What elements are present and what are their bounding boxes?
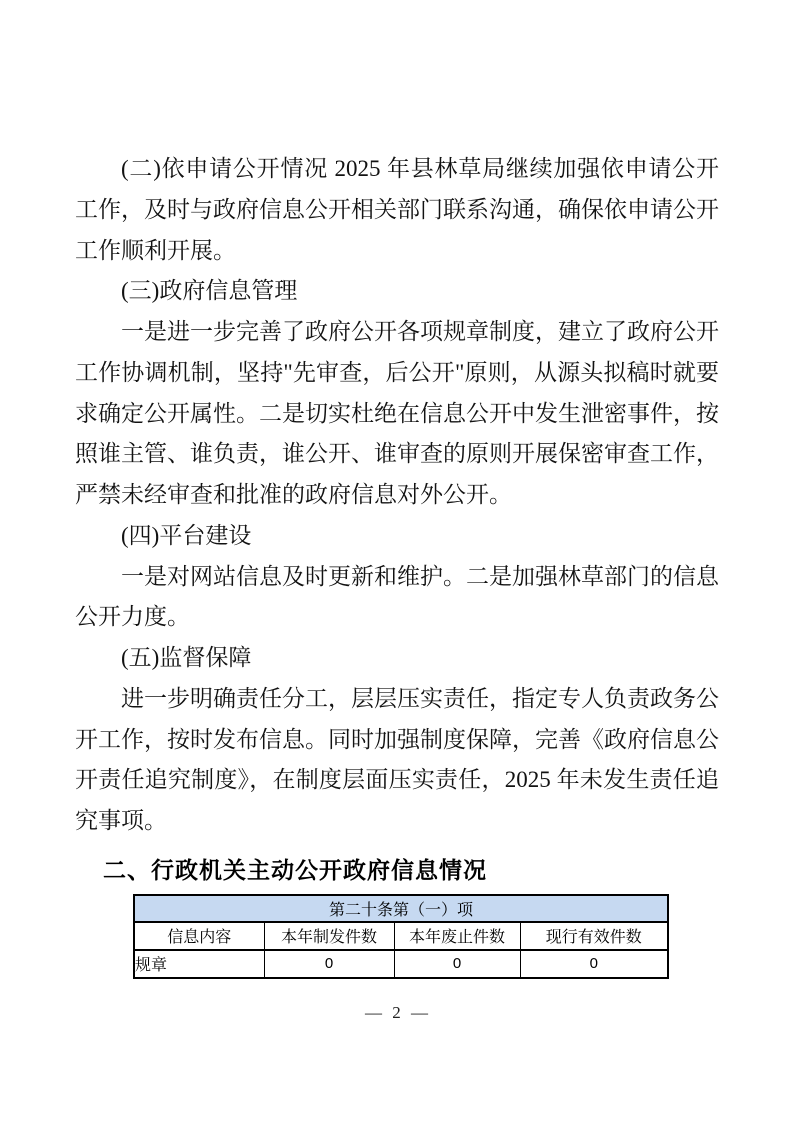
row-label-regulations: 规章 <box>134 950 264 978</box>
disclosure-table <box>133 894 669 979</box>
table-row <box>134 950 668 978</box>
section-heading-active-disclosure: 二、行政机关主动公开政府信息情况 <box>103 856 487 883</box>
column-header-issued-this-year: 本年制发件数 <box>264 922 394 950</box>
paragraph-heading-info-management: (三)政府信息管理 <box>121 278 298 304</box>
document-body <box>75 149 719 979</box>
paragraph-application-disclosure: (二)依申请公开情况 2025 年县林草局继续加强依申请公开工作，及时与政府信息公开相关部门联系沟通，确保依申请公开工作顺利开展。 <box>75 156 719 263</box>
column-header-info-content: 信息内容 <box>134 922 264 950</box>
table-title: 第二十条第（一）项 <box>134 895 668 922</box>
paragraph-heading-platform: (四)平台建设 <box>121 522 252 548</box>
value-issued-count: 0 <box>264 950 394 978</box>
table-header-row <box>134 922 668 950</box>
value-effective-count: 0 <box>520 950 668 978</box>
column-header-currently-effective: 现行有效件数 <box>520 922 668 950</box>
value-repealed-count: 0 <box>394 950 520 978</box>
paragraph-platform-detail: 一是对网站信息及时更新和维护。二是加强林草部门的信息公开力度。 <box>75 563 719 630</box>
page-number: — 2 — <box>365 1003 428 1022</box>
paragraph-supervision-detail: 进一步明确责任分工，层层压实责任，指定专人负责政务公开工作，按时发布信息。同时加强制度保障，完善《政府信息公开责任追究制度》，在制度层面压实责任，2025 年未发生责任追究事项。 <box>75 685 719 833</box>
table-title-row <box>134 895 668 922</box>
paragraph-info-management-detail: 一是进一步完善了政府公开各项规章制度，建立了政府公开工作协调机制，坚持"先审查，后公开"原则，从源头拟稿时就要求确定公开属性。二是切实杜绝在信息公开中发生泄密事件，按照谁主管、谁负责，谁公开、谁审查的原则开展保密审查工作，严禁未经审查和批准的政府信息对外公开。 <box>75 319 719 507</box>
paragraph-heading-supervision: (五)监督保障 <box>121 645 252 670</box>
column-header-repealed-this-year: 本年废止件数 <box>394 922 520 950</box>
disclosure-table-wrapper <box>133 894 719 979</box>
